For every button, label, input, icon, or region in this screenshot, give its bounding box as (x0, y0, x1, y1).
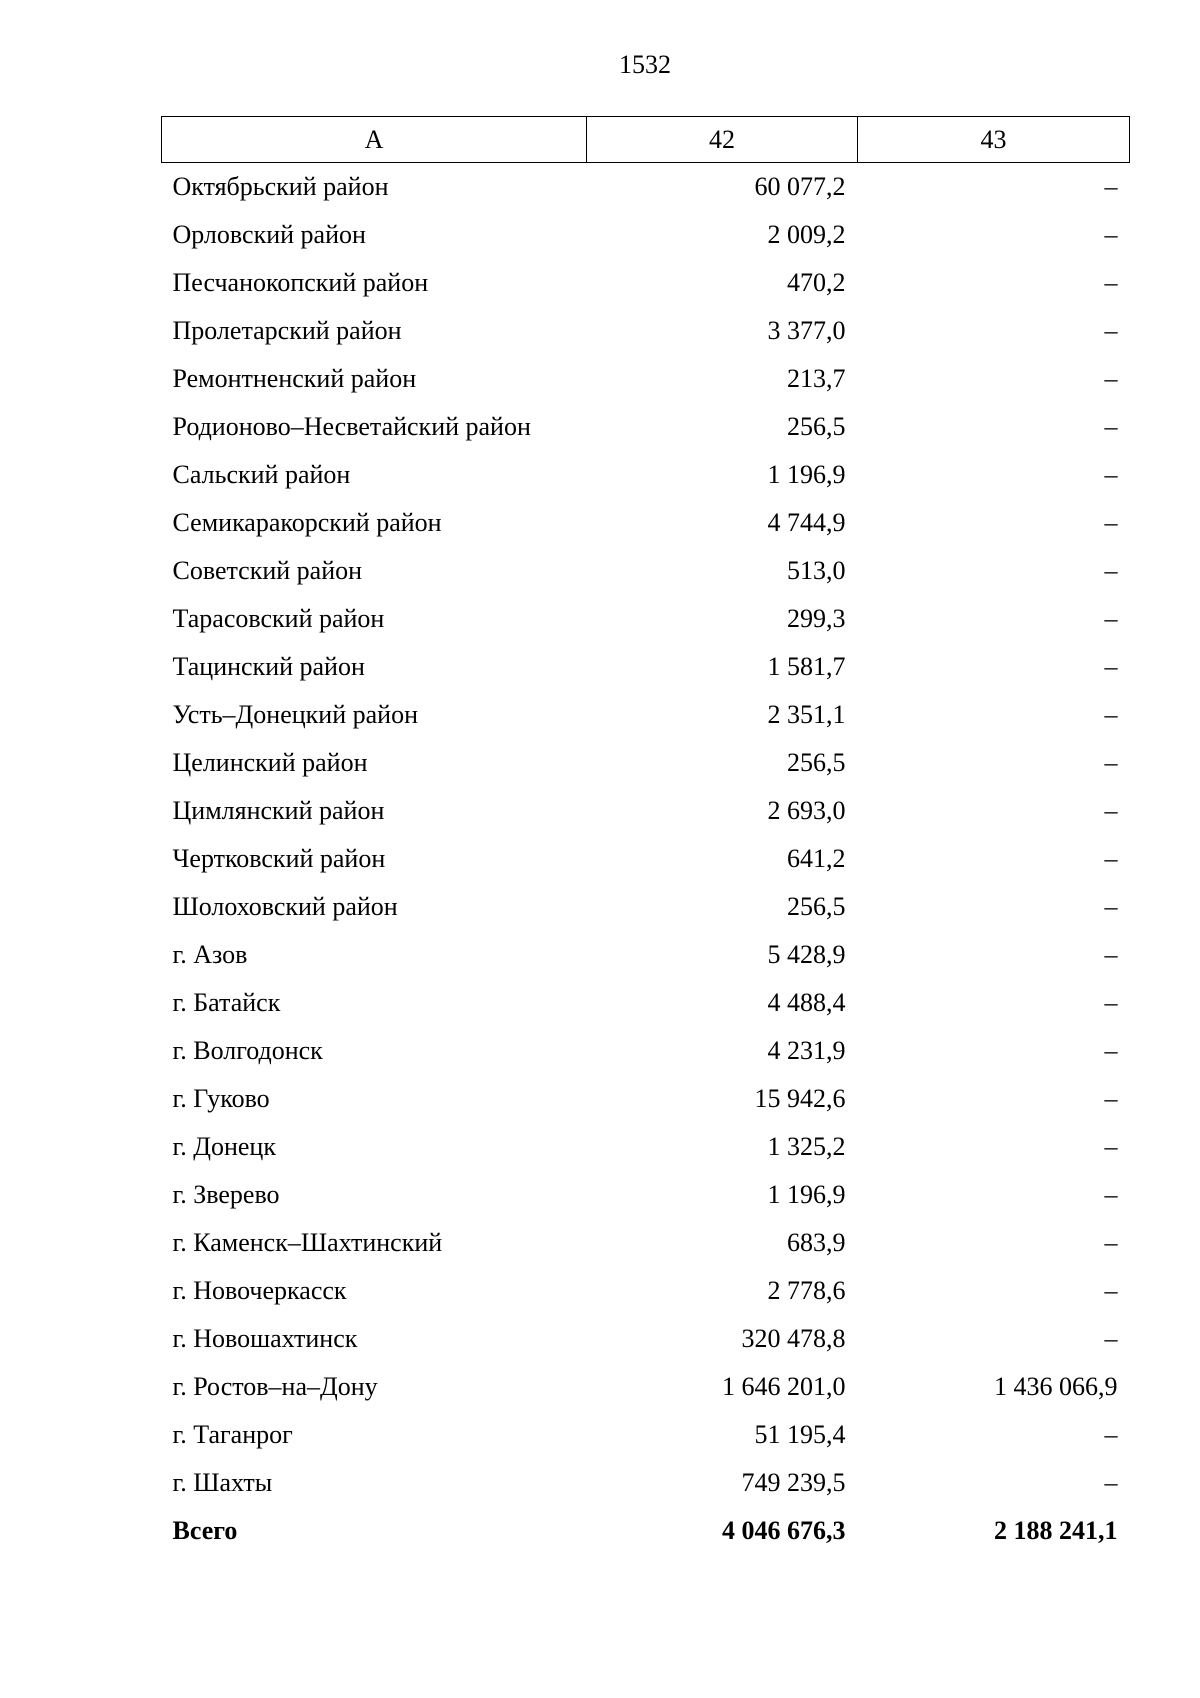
value-42-cell: 1 196,9 (767, 460, 846, 489)
value-42-cell: 213,7 (787, 364, 846, 393)
value-42-cell: 2 778,6 (767, 1276, 846, 1305)
value-43-cell: – (1104, 940, 1118, 969)
value-42-cell: 60 077,2 (754, 172, 846, 201)
value-42-cell: 2 351,1 (767, 700, 846, 729)
value-43-cell: – (1104, 556, 1118, 585)
table-row (162, 595, 1130, 643)
table-row (162, 931, 1130, 979)
value-42-cell: 470,2 (787, 268, 846, 297)
table-row (162, 547, 1130, 595)
value-43-cell: – (1104, 1468, 1118, 1497)
value-42-cell: 4 231,9 (767, 1036, 846, 1065)
region-name-cell: Семикаракорский район (172, 508, 442, 537)
region-name-cell: г. Новошахтинск (172, 1324, 358, 1353)
value-42-cell: 749 239,5 (741, 1468, 846, 1497)
table-row (162, 691, 1130, 739)
region-name-cell: г. Новочеркасск (172, 1276, 347, 1305)
budget-table (161, 116, 1130, 1555)
value-42-cell: 256,5 (787, 748, 846, 777)
region-name-cell: г. Азов (172, 940, 248, 969)
region-name-cell: г. Каменск–Шахтинский (172, 1228, 443, 1257)
table-row (162, 739, 1130, 787)
value-42-cell: 2 009,2 (767, 220, 846, 249)
region-name-cell: Целинский район (172, 748, 368, 777)
region-name-cell: Советский район (172, 556, 363, 585)
table-row (162, 307, 1130, 355)
value-42-cell: 1 581,7 (767, 652, 846, 681)
value-42-cell: 641,2 (787, 844, 846, 873)
region-name-cell: г. Таганрог (172, 1420, 293, 1449)
value-42-cell: 3 377,0 (767, 316, 846, 345)
value-42-cell: 5 428,9 (767, 940, 846, 969)
value-43-cell: – (1104, 412, 1118, 441)
table-row (162, 979, 1130, 1027)
table-row (162, 499, 1130, 547)
value-43-cell: – (1104, 988, 1118, 1017)
table-row (162, 355, 1130, 403)
table-header-row (162, 117, 1130, 163)
value-43-cell: 1 436 066,9 (994, 1372, 1118, 1401)
region-name-cell: г. Гуково (172, 1084, 270, 1113)
header-column-43: 43 (858, 117, 1130, 163)
region-name-cell: Сальский район (172, 460, 351, 489)
region-name-cell: г. Донецк (172, 1132, 276, 1161)
value-42-cell: 1 646 201,0 (722, 1372, 846, 1401)
value-42-cell: 513,0 (787, 556, 846, 585)
table-row (162, 1219, 1130, 1267)
table-row (162, 403, 1130, 451)
table-row (162, 211, 1130, 259)
value-42-cell: 2 693,0 (767, 796, 846, 825)
table-row (162, 1027, 1130, 1075)
region-name-cell: Ремонтненский район (172, 364, 417, 393)
value-43-cell: – (1104, 508, 1118, 537)
region-name-cell: Песчанокопский район (172, 268, 429, 297)
table-row (162, 451, 1130, 499)
value-42-cell: 4 046 676,3 (722, 1516, 846, 1545)
value-42-cell: 256,5 (787, 892, 846, 921)
value-43-cell: – (1104, 1228, 1118, 1257)
value-43-cell: – (1104, 748, 1118, 777)
table-row (162, 883, 1130, 931)
value-43-cell: – (1104, 220, 1118, 249)
region-name-cell: г. Батайск (172, 988, 281, 1017)
region-name-cell: Тацинский район (172, 652, 365, 681)
value-42-cell: 15 942,6 (754, 1084, 846, 1113)
table-row (162, 1267, 1130, 1315)
value-43-cell: – (1104, 1420, 1118, 1449)
value-43-cell: – (1104, 172, 1118, 201)
region-name-cell: г. Ростов–на–Дону (172, 1372, 378, 1401)
value-42-cell: 256,5 (787, 412, 846, 441)
region-name-cell: Всего (172, 1516, 238, 1545)
value-42-cell: 320 478,8 (741, 1324, 846, 1353)
table-row (162, 163, 1130, 212)
region-name-cell: Чертковский район (172, 844, 386, 873)
value-43-cell: – (1104, 796, 1118, 825)
value-43-cell: – (1104, 460, 1118, 489)
region-name-cell: Октябрьский район (172, 172, 389, 201)
value-43-cell: – (1104, 604, 1118, 633)
value-43-cell: – (1104, 652, 1118, 681)
value-43-cell: – (1104, 844, 1118, 873)
region-name-cell: Родионово–Несветайский район (172, 412, 531, 441)
region-name-cell: г. Шахты (172, 1468, 273, 1497)
value-43-cell: – (1104, 268, 1118, 297)
value-43-cell: – (1104, 1180, 1118, 1209)
value-43-cell: – (1104, 700, 1118, 729)
header-column-a: А (162, 117, 587, 163)
page-number: 1532 (619, 50, 671, 79)
value-43-cell: – (1104, 1084, 1118, 1113)
table-total-row (162, 1507, 1130, 1555)
table-row (162, 835, 1130, 883)
value-43-cell: – (1104, 364, 1118, 393)
header-column-42: 42 (587, 117, 858, 163)
region-name-cell: Шолоховский район (172, 892, 398, 921)
value-42-cell: 51 195,4 (754, 1420, 846, 1449)
table-row (162, 1363, 1130, 1411)
table-row (162, 1171, 1130, 1219)
region-name-cell: г. Волгодонск (172, 1036, 323, 1065)
value-42-cell: 299,3 (787, 604, 846, 633)
region-name-cell: г. Зверево (172, 1180, 280, 1209)
value-42-cell: 1 325,2 (767, 1132, 846, 1161)
table-body (162, 163, 1130, 1556)
value-43-cell: – (1104, 1276, 1118, 1305)
value-43-cell: – (1104, 1324, 1118, 1353)
region-name-cell: Орловский район (172, 220, 366, 249)
table-row (162, 1459, 1130, 1507)
region-name-cell: Пролетарский район (172, 316, 402, 345)
table-row (162, 1123, 1130, 1171)
value-43-cell: – (1104, 892, 1118, 921)
table-row (162, 1315, 1130, 1363)
region-name-cell: Усть–Донецкий район (172, 700, 418, 729)
value-42-cell: 1 196,9 (767, 1180, 846, 1209)
table-row (162, 787, 1130, 835)
value-42-cell: 683,9 (787, 1228, 846, 1257)
value-43-cell: – (1104, 1132, 1118, 1161)
value-43-cell: 2 188 241,1 (994, 1516, 1118, 1545)
value-42-cell: 4 744,9 (767, 508, 846, 537)
value-42-cell: 4 488,4 (767, 988, 846, 1017)
region-name-cell: Цимлянский район (172, 796, 385, 825)
value-43-cell: – (1104, 316, 1118, 345)
value-43-cell: – (1104, 1036, 1118, 1065)
table-row (162, 1411, 1130, 1459)
region-name-cell: Тарасовский район (172, 604, 385, 633)
table-row (162, 643, 1130, 691)
table-row (162, 259, 1130, 307)
table-row (162, 1075, 1130, 1123)
